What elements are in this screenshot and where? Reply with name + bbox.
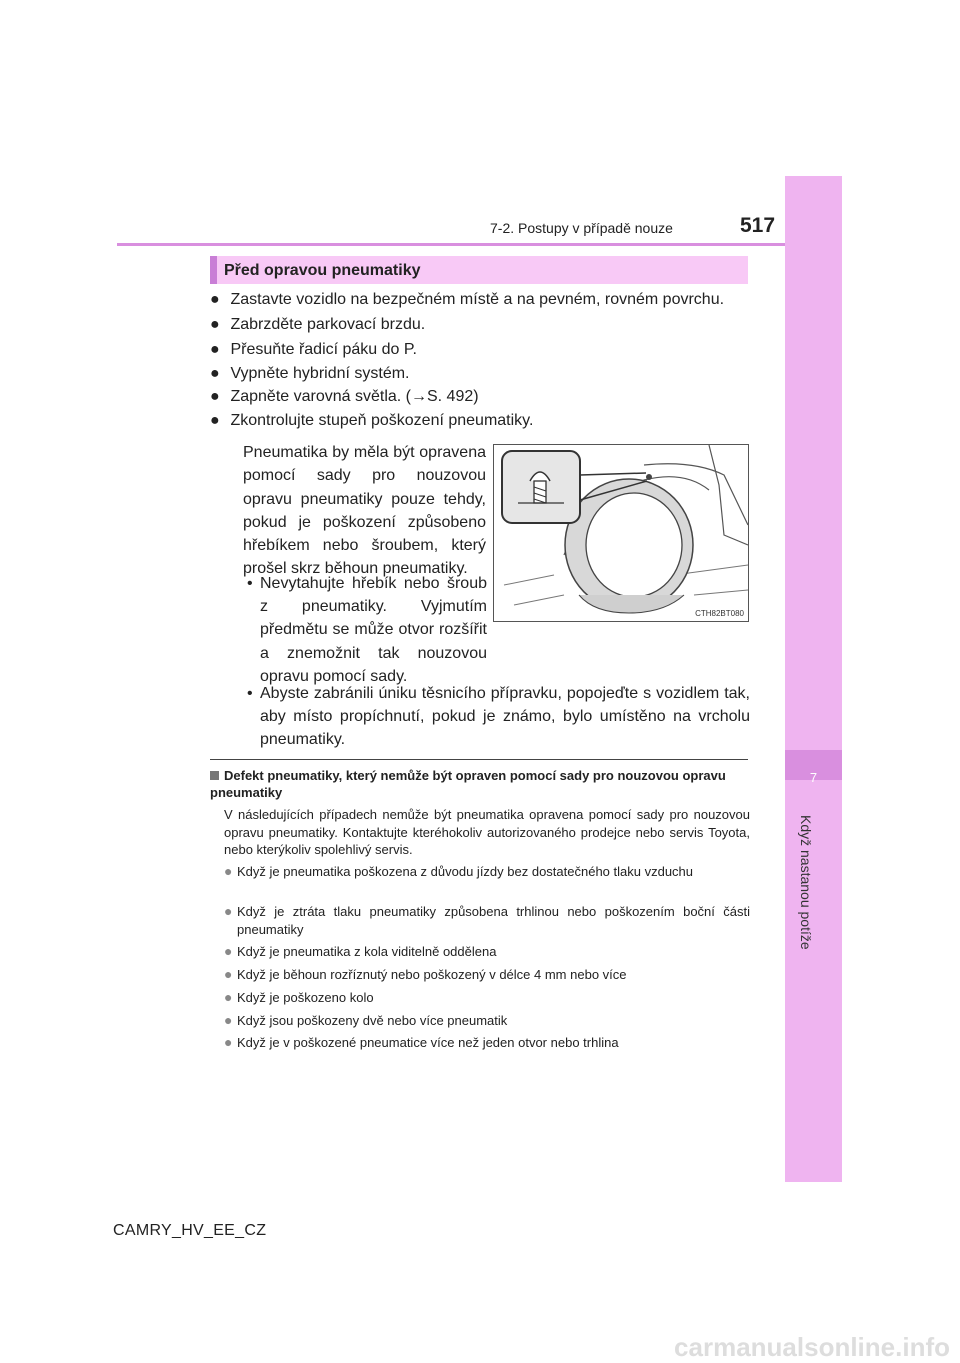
note-list-item: ● Když je pneumatika poškozena z důvodu jízdy bez dostatečného tlaku vzduchu bbox=[224, 863, 694, 879]
note-list-item: ● Když je ztráta tlaku pneumatiky způsobena trhlinou nebo poškozením boční části pneumatiky bbox=[224, 903, 750, 937]
bullet-dot-icon: ● bbox=[224, 1034, 233, 1050]
bullet-dot-icon: ● bbox=[210, 365, 220, 382]
sub-bullet-item: • Nevytahujte hřebík nebo šroub z pneumatiky. Vyjmutím předmětu se může otvor rozšířit a znemožnit tak nouzovou opravu pomocí sady. bbox=[247, 572, 487, 688]
bullet-item: ● Zabrzděte parkovací brzdu. bbox=[210, 316, 426, 333]
bullet-dot-icon: ● bbox=[210, 291, 220, 308]
figure-code: CTH82BT080 bbox=[695, 609, 744, 618]
header-section: 7-2. Postupy v případě nouze bbox=[490, 220, 673, 236]
page-number: 517 bbox=[740, 214, 776, 237]
note-list-item: ● Když je běhoun rozříznutý nebo poškozený v délce 4 mm nebo více bbox=[224, 966, 627, 982]
bullet-item: ● Zapněte varovná světla. (→S. 492) bbox=[210, 388, 479, 405]
divider bbox=[210, 759, 748, 760]
sub-bullet-mark: • bbox=[247, 575, 253, 592]
repair-condition-paragraph: Pneumatika by měla být opravena pomocí sady pro nouzovou opravu pneumatiky pouze tehdy, pokud je poškození způsobeno hřebíkem nebo šroubem, který prošel skrz běhoun pneumatiky. bbox=[243, 444, 486, 578]
tire-illustration bbox=[493, 444, 749, 622]
header-rule bbox=[117, 243, 785, 246]
note-list-item: ● Když je pneumatika z kola viditelně oddělena bbox=[224, 943, 497, 959]
bullet-item: ● Přesuňte řadicí páku do P. bbox=[210, 341, 417, 358]
tire-with-screw-drawing bbox=[494, 445, 748, 621]
bullet-dot-icon: ● bbox=[224, 903, 233, 919]
note-list-item: ● Když jsou poškozeny dvě nebo více pneumatik bbox=[224, 1012, 508, 1028]
bullet-dot-icon: ● bbox=[210, 341, 220, 358]
bullet-item: ● Zkontrolujte stupeň poškození pneumatiky. bbox=[210, 412, 534, 429]
chapter-number: 7 bbox=[809, 770, 818, 785]
note-list-item: ● Když je poškozeno kolo bbox=[224, 989, 374, 1005]
bullet-dot-icon: ● bbox=[224, 863, 233, 879]
section-title: Před opravou pneumatiky bbox=[224, 262, 421, 279]
note-heading: Defekt pneumatiky, který nemůže být opraven pomocí sady pro nouzovou opravu pneumatiky bbox=[210, 768, 726, 800]
bullet-dot-icon: ● bbox=[210, 388, 220, 405]
bullet-dot-icon: ● bbox=[224, 1012, 233, 1028]
side-tab bbox=[785, 176, 842, 750]
bullet-dot-icon: ● bbox=[224, 943, 233, 959]
sub-bullet-mark: • bbox=[247, 685, 253, 702]
bullet-dot-icon: ● bbox=[210, 316, 220, 333]
bullet-item: ● Zastavte vozidlo na bezpečném místě a na pevném, rovném povrchu. bbox=[210, 291, 725, 308]
bullet-dot-icon: ● bbox=[210, 412, 220, 429]
note-body: V následujících případech nemůže být pneumatika opravena pomocí sady pro nouzovou opravu pneumatiky. Kontaktujte kteréhokoliv autorizovaného prodejce nebo servis Toyota, nebo kterýkoliv spolehlivý servis. bbox=[224, 807, 750, 857]
bullet-dot-icon: ● bbox=[224, 966, 233, 982]
bullet-item: ● Vypněte hybridní systém. bbox=[210, 365, 410, 382]
document-code: CAMRY_HV_EE_CZ bbox=[113, 1222, 267, 1239]
chapter-title: Když nastanou potíže bbox=[798, 815, 814, 950]
bullet-dot-icon: ● bbox=[224, 989, 233, 1005]
watermark: carmanualsonline.info bbox=[0, 1330, 960, 1358]
square-bullet-icon bbox=[210, 771, 219, 780]
note-list-item: ● Když je v poškozené pneumatice více než jeden otvor nebo trhlina bbox=[224, 1034, 619, 1050]
sub-bullet-item: • Abyste zabránili úniku těsnicího přípravku, popojeďte s vozidlem tak, aby místo propíchnutí, pokud je známo, bylo umístěno na vrcholu pneumatiky. bbox=[247, 682, 750, 752]
